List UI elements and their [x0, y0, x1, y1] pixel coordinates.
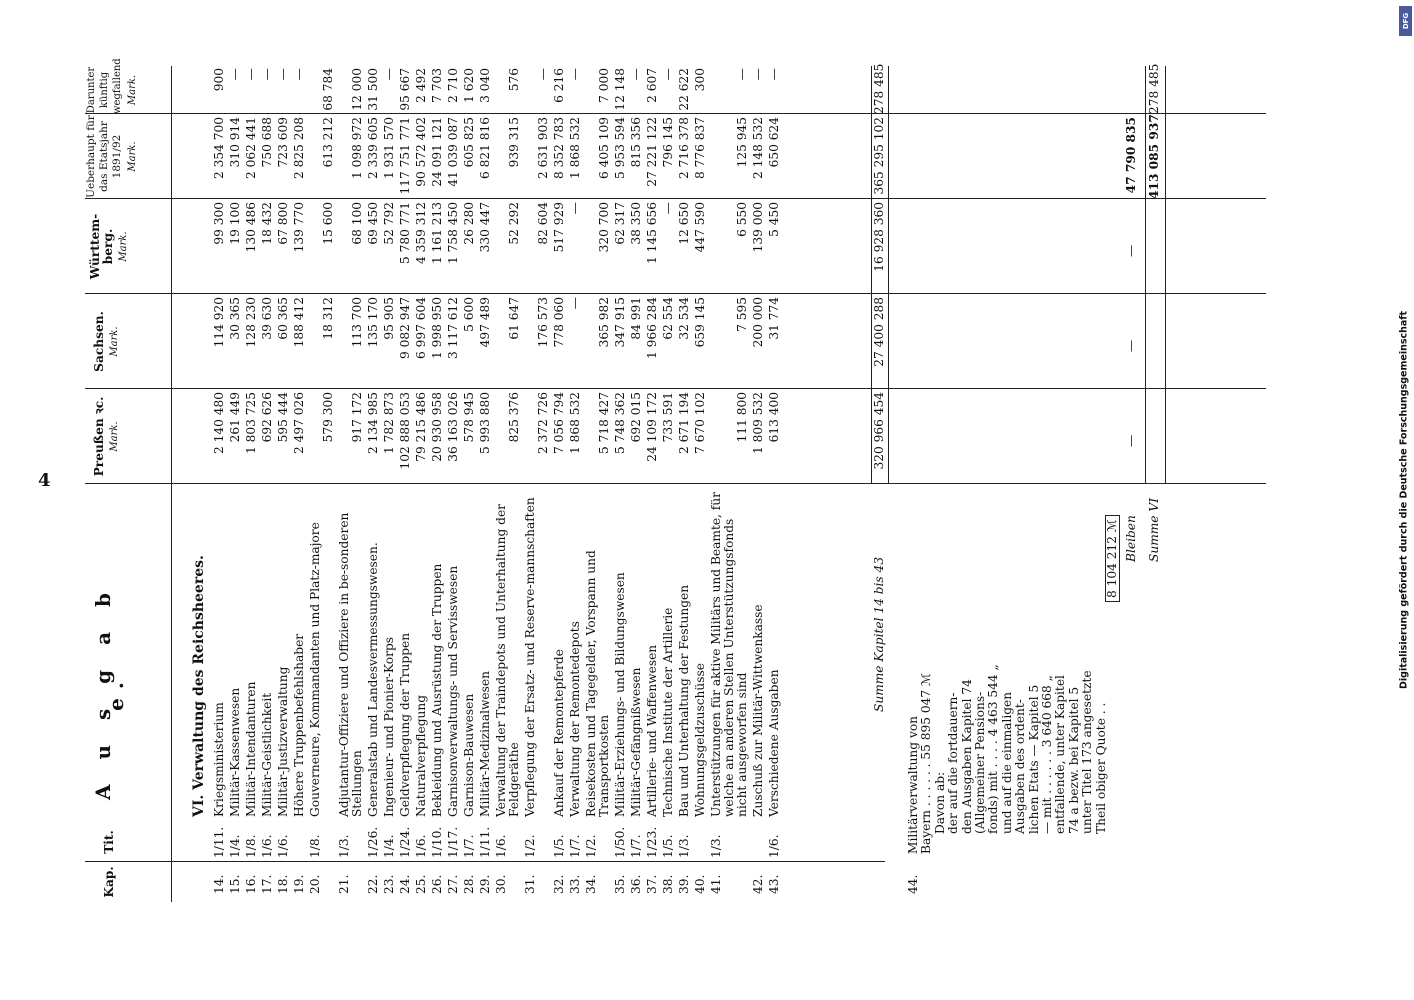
row-darunter: — [629, 68, 643, 81]
row-sachsen: 95 905 [382, 297, 396, 340]
row-preussen: 825 376 [507, 392, 521, 443]
row-description: Bau und Unterhaltung der Festungen [677, 584, 691, 817]
row-darunter: — [276, 68, 290, 81]
row-ueberhaupt: 650 624 [767, 117, 781, 168]
row-kap: 21. [337, 874, 351, 894]
row-darunter: 7 703 [430, 68, 444, 103]
row-sachsen: 135 170 [366, 297, 380, 348]
bayern-line: Davon ab: [932, 771, 947, 834]
row-description: Militär-Gefängnißwesen [629, 667, 643, 817]
row-ueberhaupt: 796 145 [661, 117, 675, 168]
sum-vi-rule [1165, 66, 1166, 484]
row-description: Militär-Justizverwaltung [276, 666, 290, 817]
row-wuerttemberg: 139 770 [292, 202, 306, 253]
row-kap: 17. [260, 874, 274, 894]
bayern-boxed-amount: 8 104 212 ℳ [1105, 515, 1120, 602]
row-preussen: 7 056 794 [552, 392, 566, 455]
row-kap: 34. [584, 874, 598, 894]
bayern-line: unter Titel 173 angesetzte [1080, 670, 1095, 834]
row-sachsen: 32 534 [677, 297, 691, 340]
row-tit: 1/6. [276, 834, 290, 858]
row-sachsen: 659 145 [693, 297, 707, 348]
row-preussen: 7 670 102 [693, 392, 707, 455]
row-sachsen: 62 554 [661, 297, 675, 340]
row-sachsen: 778 060 [552, 297, 566, 348]
row-description: Ankauf der Remontepferde [552, 649, 566, 817]
row-tit: 1/8. [308, 834, 322, 858]
row-tit: 1/6. [260, 834, 274, 858]
row-wuerttemberg: 5 780 771 [398, 202, 412, 265]
row-tit: 1/4. [228, 834, 242, 858]
row-ueberhaupt: 815 356 [629, 117, 643, 168]
row-kap: 23. [382, 874, 396, 894]
row-darunter: 300 [693, 68, 707, 92]
row-wuerttemberg: 15 600 [321, 202, 335, 245]
row-preussen: 2 134 985 [366, 392, 380, 455]
row-ueberhaupt: 2 716 378 [677, 117, 691, 180]
row-tit: 1/5. [552, 834, 566, 858]
row-sachsen: 347 915 [613, 297, 627, 348]
row-darunter: — [568, 68, 582, 81]
row-tit: 1/24. [398, 826, 412, 858]
dash: — [1124, 339, 1138, 352]
row-kap: 35. [613, 874, 627, 894]
row-description: Ingenieur- und Pionier-Korps [382, 636, 396, 817]
row-darunter: 7 000 [597, 68, 611, 103]
row-ueberhaupt: 41 039 087 [446, 117, 460, 187]
row-wuerttemberg: 517 929 [552, 202, 566, 253]
row-darunter: — [228, 68, 242, 81]
row-sachsen: — [568, 297, 582, 310]
row-preussen: 917 172 [350, 392, 364, 443]
row-ueberhaupt: 2 631 903 [536, 117, 550, 180]
row-description: Generalstab und Landesvermessungswesen. [366, 542, 380, 817]
row-sachsen: 60 365 [276, 297, 290, 340]
digitization-note: Digitalisierung gefördert durch die Deutsche Forschungsgemeinschaft [1398, 311, 1410, 689]
row-tit: 1/3. [677, 834, 691, 858]
row-wuerttemberg: 62 317 [613, 202, 627, 245]
row-kap: 41. [709, 874, 723, 894]
row-preussen: 36 163 026 [446, 392, 460, 462]
header-ueberhaupt: Ueberhaupt für das Etatsjahr 1891/92 Mark. [85, 115, 138, 198]
row-sachsen: 6 997 604 [414, 297, 428, 360]
dfg-logo: DFG [1399, 6, 1412, 36]
row-wuerttemberg: 52 292 [507, 202, 521, 245]
row-darunter: 1 620 [462, 68, 476, 103]
row-tit: 1/3. [709, 834, 723, 858]
row-kap: 20. [308, 874, 322, 894]
row-sachsen: 1 966 284 [645, 297, 659, 360]
row-darunter: — [292, 68, 306, 81]
header-rule [171, 66, 172, 902]
row-ueberhaupt: 1 098 972 [350, 117, 364, 180]
row-wuerttemberg: 1 161 213 [430, 202, 444, 265]
row-ueberhaupt: 117 751 771 [398, 117, 412, 195]
row-kap: 32. [552, 874, 566, 894]
row-tit: 1/7. [462, 834, 476, 858]
row-sachsen: 188 412 [292, 297, 306, 348]
row-description: Bekleidung und Ausrüstung der Truppen [430, 563, 444, 817]
row-wuerttemberg: — [661, 202, 675, 215]
row-description: Reisekosten und Tagegelder, Vorspann und Transportkosten [584, 550, 611, 817]
row-darunter: 2 607 [645, 68, 659, 103]
row-tit: 1/3. [337, 834, 351, 858]
row-description: Gouverneure, Kommandanten und Platz-majore [308, 522, 322, 817]
row-preussen: 5 993 880 [478, 392, 492, 455]
sum-vi-rule [1145, 66, 1146, 484]
row-kap: 15. [228, 874, 242, 894]
row-ueberhaupt: 2 825 208 [292, 117, 306, 180]
row-tit: 1/7. [629, 834, 643, 858]
row-description: Militär-Intendanturen [244, 681, 258, 817]
row-description: Geldverpflegung der Truppen [398, 632, 412, 817]
row-wuerttemberg: 330 447 [478, 202, 492, 253]
bayern-line: — mit . . . . . . 3 640 668 „ [1040, 675, 1054, 834]
row-description: Technische Institute der Artillerie [661, 607, 675, 817]
dash: — [1124, 244, 1138, 257]
row-sachsen: 497 489 [478, 297, 492, 348]
row-tit: 1/11. [212, 826, 226, 858]
row-description: Artillerie- und Waffenwesen [645, 644, 659, 817]
row-preussen: 2 497 026 [292, 392, 306, 455]
row-darunter: 68 784 [321, 68, 335, 111]
row-description: Verschiedene Ausgaben [767, 669, 781, 817]
row-ueberhaupt: 1 868 532 [568, 117, 582, 180]
row-preussen: 1 803 725 [244, 392, 258, 455]
row-tit: 1/2. [584, 834, 598, 858]
col-rule [85, 861, 885, 862]
row-darunter: — [244, 68, 258, 81]
page-number: 4 [38, 470, 51, 491]
row-ueberhaupt: 1 931 570 [382, 117, 396, 180]
sum-vi-label: Summe VI [1147, 497, 1161, 562]
header-tit: Tit. [102, 830, 116, 854]
row-description: Verwaltung der Remontedepots [568, 621, 582, 817]
row-darunter: — [735, 68, 749, 81]
row-sachsen: 5 600 [462, 297, 476, 332]
row-wuerttemberg: 38 350 [629, 202, 643, 245]
row-preussen: 692 015 [629, 392, 643, 443]
header-darunter: Darunter künftig wegfallend Mark. [86, 58, 138, 114]
bayern-line: 74 a bezw. bei Kapitel 5 [1066, 686, 1081, 834]
row-kap: 22. [366, 874, 380, 894]
row-tit: 1/6. [494, 834, 508, 858]
row-wuerttemberg: 12 650 [677, 202, 691, 245]
row-preussen: 102 888 053 [398, 392, 412, 470]
row-description: Militär-Erziehungs- und Bildungswesen [613, 572, 627, 817]
bayern-line: fonds) mit . . . . 4 463 544 „ [986, 664, 1001, 834]
row-wuerttemberg: — [568, 202, 582, 215]
row-darunter: — [767, 68, 781, 81]
row-wuerttemberg: 68 100 [350, 202, 364, 245]
row-description: Naturalverpflegung [414, 694, 428, 817]
bayern-line: lichen Etats — Kapitel 5 [1026, 684, 1041, 834]
row-preussen: 733 591 [661, 392, 675, 443]
sum-kap-darunter: 278 485 [872, 63, 886, 114]
row-wuerttemberg: 67 800 [276, 202, 290, 245]
row-description: Garnisonverwaltungs- und Servisswesen [446, 565, 460, 817]
row-wuerttemberg: 130 486 [244, 202, 258, 253]
row-tit: 1/10. [430, 826, 444, 858]
row-ueberhaupt: 605 825 [462, 117, 476, 168]
row-kap: 38. [661, 874, 675, 894]
row-sachsen: 200 000 [751, 297, 765, 348]
row-preussen: 613 400 [767, 392, 781, 443]
row-kap: 39. [677, 874, 691, 894]
row-wuerttemberg: 320 700 [597, 202, 611, 253]
row-sachsen: 3 117 612 [446, 297, 460, 360]
row-preussen: 24 109 172 [645, 392, 659, 462]
row-ueberhaupt: 2 148 532 [751, 117, 765, 180]
header-sachsen: Sachsen. Mark. [92, 311, 120, 372]
row-ueberhaupt: 90 572 402 [414, 117, 428, 187]
row-kap: 33. [568, 874, 582, 894]
row-description: Höhere Truppenbefehlshaber [292, 633, 306, 817]
row-preussen: 1 782 873 [382, 392, 396, 455]
bayern-line: den Ausgaben Kapitel 74 [959, 679, 974, 834]
row-ueberhaupt: 2 062 441 [244, 117, 258, 180]
row-ueberhaupt: 8 352 783 [552, 117, 566, 180]
row-description: Verwaltung der Traindepots und Unterhaltung der Feldgeräthe [494, 503, 521, 817]
sum-kap-sachsen: 27 400 288 [872, 297, 886, 367]
row-kap: 30. [494, 874, 508, 894]
row-wuerttemberg: 447 590 [693, 202, 707, 253]
row-kap: 43. [767, 874, 781, 894]
row-sachsen: 30 365 [228, 297, 242, 340]
row-preussen: 1 868 532 [568, 392, 582, 455]
row-wuerttemberg: 5 450 [767, 202, 781, 237]
row-preussen: 578 945 [462, 392, 476, 443]
bayern-line: der auf die fortdauern- [946, 692, 961, 834]
sum-kap-wuerttemberg: 16 928 360 [872, 202, 886, 272]
row-ueberhaupt: 310 914 [228, 117, 242, 168]
dash: — [1124, 434, 1138, 447]
row-kap: 37. [645, 874, 659, 894]
row-ueberhaupt: 613 212 [321, 117, 335, 168]
row-ueberhaupt: 723 609 [276, 117, 290, 168]
bayern-line: entfallende, unter Kapitel [1053, 675, 1068, 834]
row-preussen: 111 800 [735, 392, 749, 443]
bayern-line: Bayern . . . . . . 55 895 047 ℳ [919, 672, 934, 854]
row-darunter: 95 667 [398, 68, 412, 111]
row-preussen: 20 930 958 [430, 392, 444, 462]
row-sachsen: 9 082 947 [398, 297, 412, 360]
row-description: Militär-Medizinalwesen [478, 671, 492, 817]
row-preussen: 2 671 194 [677, 392, 691, 455]
row-description: Militär-Kassenwesen [228, 687, 242, 817]
row-sachsen: 18 312 [321, 297, 335, 340]
row-wuerttemberg: 1 145 656 [645, 202, 659, 265]
row-description: Adjutantur-Offiziere und Offiziere in be-sonderen Stellungen [337, 512, 364, 817]
row-sachsen: 7 595 [735, 297, 749, 332]
row-sachsen: 114 920 [212, 297, 226, 348]
row-kap: 18. [276, 874, 290, 894]
row-preussen: 5 718 427 [597, 392, 611, 455]
row-kap: 16. [244, 874, 258, 894]
row-kap: 36. [629, 874, 643, 894]
row-ueberhaupt: 2 354 700 [212, 117, 226, 180]
row-wuerttemberg: 4 359 312 [414, 202, 428, 265]
row-wuerttemberg: 69 450 [366, 202, 380, 245]
row-darunter: 12 000 [350, 68, 364, 111]
row-darunter: 6 216 [552, 68, 566, 103]
bayern-line: Theil obiger Quote . . [1093, 702, 1108, 834]
row-kap: 26. [430, 874, 444, 894]
row-tit: 1/8. [244, 834, 258, 858]
row-tit: 1/23. [645, 826, 659, 858]
row-darunter: — [536, 68, 550, 81]
row-wuerttemberg: 52 792 [382, 202, 396, 245]
row-tit: 1/11. [478, 826, 492, 858]
row-description: Garnison-Bauwesen [462, 693, 476, 817]
row-sachsen: 128 230 [244, 297, 258, 348]
row-description: Verpflegung der Ersatz- und Reserve-mannschaften [523, 497, 537, 817]
sum-vi-darunter: 278 485 [1147, 63, 1161, 114]
bayern-bleiben: Bleiben [1124, 515, 1138, 562]
row-tit: 1/2. [523, 834, 537, 858]
row-ueberhaupt: 5 953 594 [613, 117, 627, 180]
row-description: Unterstützungen für aktive Militärs und Beamte, für welche an anderen Stellen Unterstützungsfonds nicht ausgeworfen sind [709, 492, 749, 817]
row-preussen: 595 444 [276, 392, 290, 443]
row-sachsen: 61 647 [507, 297, 521, 340]
row-ueberhaupt: 8 776 837 [693, 117, 707, 180]
row-ueberhaupt: 939 315 [507, 117, 521, 168]
row-kap: 28. [462, 874, 476, 894]
row-tit: 1/6. [414, 834, 428, 858]
row-preussen: 79 215 486 [414, 392, 428, 462]
sum-rule [888, 66, 889, 484]
row-sachsen: 84 991 [629, 297, 643, 340]
row-wuerttemberg: 18 432 [260, 202, 274, 245]
row-wuerttemberg: 139 000 [751, 202, 765, 253]
row-ueberhaupt: 2 339 605 [366, 117, 380, 180]
row-description: Wohnungsgeldzuschüsse [693, 663, 707, 817]
row-wuerttemberg: 6 550 [735, 202, 749, 237]
row-description: Kriegsministerium [212, 702, 226, 817]
row-preussen: 261 449 [228, 392, 242, 443]
header-preussen: Preußen ꝛc. Mark. [92, 396, 120, 477]
row-description: Zuschuß zur Militär-Wittwenkasse [751, 604, 765, 817]
bayern-bleiben-value: 47 790 835 [1124, 117, 1138, 194]
row-darunter: 900 [212, 68, 226, 92]
header-kap: Kap. [102, 866, 116, 898]
bayern-line: (Allgemeiner Pensions- [973, 691, 987, 834]
row-preussen: 1 809 532 [751, 392, 765, 455]
row-tit: 1/50. [613, 826, 627, 858]
row-kap: 25. [414, 874, 428, 894]
row-preussen: 5 748 362 [613, 392, 627, 455]
bayern-line: Ausgaben des ordent- [1013, 699, 1028, 834]
row-kap: 42. [751, 874, 765, 894]
row-tit: 1/7. [568, 834, 582, 858]
row-kap: 14. [212, 874, 226, 894]
row-darunter: 22 622 [677, 68, 691, 111]
row-ueberhaupt: 24 091 121 [430, 117, 444, 187]
row-ueberhaupt: 6 821 816 [478, 117, 492, 180]
row-tit: 1/5. [661, 834, 675, 858]
row-tit: 1/4. [382, 834, 396, 858]
row-darunter: 31 500 [366, 68, 380, 111]
row-darunter: 2 710 [446, 68, 460, 103]
row-wuerttemberg: 26 280 [462, 202, 476, 245]
row-sachsen: 113 700 [350, 297, 364, 348]
row-ueberhaupt: 750 688 [260, 117, 274, 168]
row-tit: 1/6. [767, 834, 781, 858]
row-ueberhaupt: 125 945 [735, 117, 749, 168]
row-preussen: 579 300 [321, 392, 335, 443]
sum-kap-ueberhaupt: 365 295 102 [872, 117, 886, 195]
row-kap: 19. [292, 874, 306, 894]
section-title: VI. Verwaltung des Reichsheeres. [191, 555, 207, 817]
header-wuerttemberg: Württem-berg. Mark. [88, 213, 129, 280]
row-darunter: — [382, 68, 396, 81]
row-sachsen: 39 630 [260, 297, 274, 340]
row-darunter: 2 492 [414, 68, 428, 103]
row-sachsen: 365 982 [597, 297, 611, 348]
row-wuerttemberg: 1 758 450 [446, 202, 460, 265]
row-tit: 1/26. [366, 826, 380, 858]
row-darunter: — [661, 68, 675, 81]
row-sachsen: 1 998 950 [430, 297, 444, 360]
sum-kap-preussen: 320 966 454 [872, 392, 886, 470]
row-kap: 24. [398, 874, 412, 894]
row-darunter: — [751, 68, 765, 81]
row-darunter: 12 148 [613, 68, 627, 111]
row-ueberhaupt: 6 405 109 [597, 117, 611, 180]
row-kap: 31. [523, 874, 537, 894]
row-darunter: 576 [507, 68, 521, 92]
row-darunter: — [260, 68, 274, 81]
row-darunter: 3 040 [478, 68, 492, 103]
row-preussen: 2 140 480 [212, 392, 226, 455]
row-preussen: 2 372 726 [536, 392, 550, 455]
row-ueberhaupt: 27 221 122 [645, 117, 659, 187]
sum-kap-label: Summe Kapitel 14 bis 43 [872, 556, 886, 712]
header-ausgabe: A u s g a b e. [91, 583, 128, 801]
row-description: Militär-Geistlichkeit [260, 692, 274, 817]
bayern-line: und auf die einmaligen [999, 691, 1014, 834]
row-kap: 40. [693, 874, 707, 894]
row-wuerttemberg: 19 100 [228, 202, 242, 245]
bayern-kap: 44. [906, 874, 920, 894]
row-sachsen: 176 573 [536, 297, 550, 348]
row-preussen: 692 626 [260, 392, 274, 443]
bayern-line: Militärverwaltung von [906, 715, 920, 854]
row-wuerttemberg: 99 300 [212, 202, 226, 245]
row-tit: 1/17. [446, 826, 460, 858]
row-kap: 29. [478, 874, 492, 894]
budget-table [85, 58, 1266, 902]
row-sachsen: 31 774 [767, 297, 781, 340]
sum-vi-ueberhaupt: 413 085 937 [1147, 114, 1161, 199]
row-wuerttemberg: 82 604 [536, 202, 550, 245]
row-kap: 27. [446, 874, 460, 894]
